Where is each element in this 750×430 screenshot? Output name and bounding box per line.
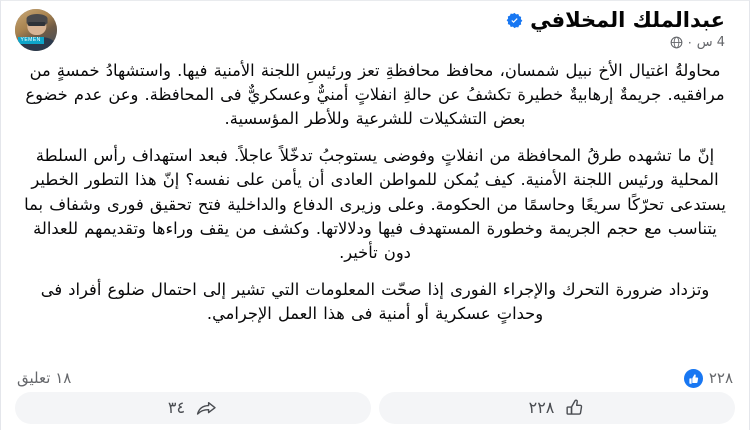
- reactions-summary[interactable]: [684, 369, 733, 388]
- like-reaction-icon: [684, 369, 703, 388]
- comments-count[interactable]: ١٨ تعليق: [17, 369, 72, 387]
- post-action-bar: [1, 392, 749, 430]
- meta-separator: ·: [687, 35, 692, 50]
- post-timestamp[interactable]: 4 س: [696, 35, 725, 51]
- thumbs-up-outline-icon: [564, 398, 585, 419]
- globe-icon: [670, 36, 683, 49]
- share-button-label: ٣٤: [167, 398, 186, 417]
- share-arrow-icon: [195, 398, 218, 419]
- share-button[interactable]: [15, 392, 371, 424]
- post-meta-row: [670, 35, 725, 51]
- like-button[interactable]: [379, 392, 735, 424]
- avatar-caption: YEMEN: [18, 37, 44, 44]
- post-author-block: [57, 7, 735, 51]
- post-paragraph: وتزداد ضرورة التحرك والإجراء الفورى إذا صحّت المعلومات التي تشير إلى احتمال ضلوع أفراد فى وحداتٍ عسكرية أو أمنية فى هذا العمل الإجرامي.: [40, 279, 710, 323]
- post-paragraph: محاولةُ اغتيال الأخ نبيل شمسان، محافظ محافظةِ تعز ورئيسِ اللجنة الأمنية فيها. واستشهادُ خمسةٍ من مرافقيه. جريمةٌ إرهابيةٌ خطيرة تكشفُ عن حالةِ انفلاتٍ أمنيٌّ وعسكريٌّ فى المحافظة. وعن عدم خضوع بعض التشكيلات للشرعية وللأطر المؤسسية.: [25, 61, 725, 129]
- engagement-counts-row: [1, 365, 749, 392]
- post-text-body: [1, 55, 749, 365]
- reactions-count: ٢٢٨: [708, 369, 733, 387]
- avatar[interactable]: [15, 9, 57, 51]
- avatar-glasses: [28, 22, 46, 26]
- post-paragraph: إنّ ما تشهده طرقُ المحافظة من انفلاتٍ وفوضى يستوجبُ تدخّلاً عاجلاً. فبعد استهداف رأس السلطة المحلية ورئيس اللجنة الأمنية. كيف يُمكن للمواطن العادى أن يأمن على نفسه؟ إنّ هذا التطور الخطير يستدعى تحرّكًا سريعًا وحاسمًا من الحكومة. وعلى وزيرى الدفاع والداخلية فتح تحقيق فورى وشفاف بما يتناسب مع حجم الجريمة وخطورة المستهدف فيها ودلالاتها. وكشف من يقف وراءها وتقديمهم للعدالة دون تأخير.: [24, 146, 726, 262]
- post-header: [1, 1, 749, 55]
- like-button-label: ٢٢٨: [528, 398, 555, 417]
- verified-badge-icon: [506, 12, 523, 29]
- author-name[interactable]: عبدالملك المخلافي: [530, 8, 725, 32]
- author-name-row: [506, 8, 725, 32]
